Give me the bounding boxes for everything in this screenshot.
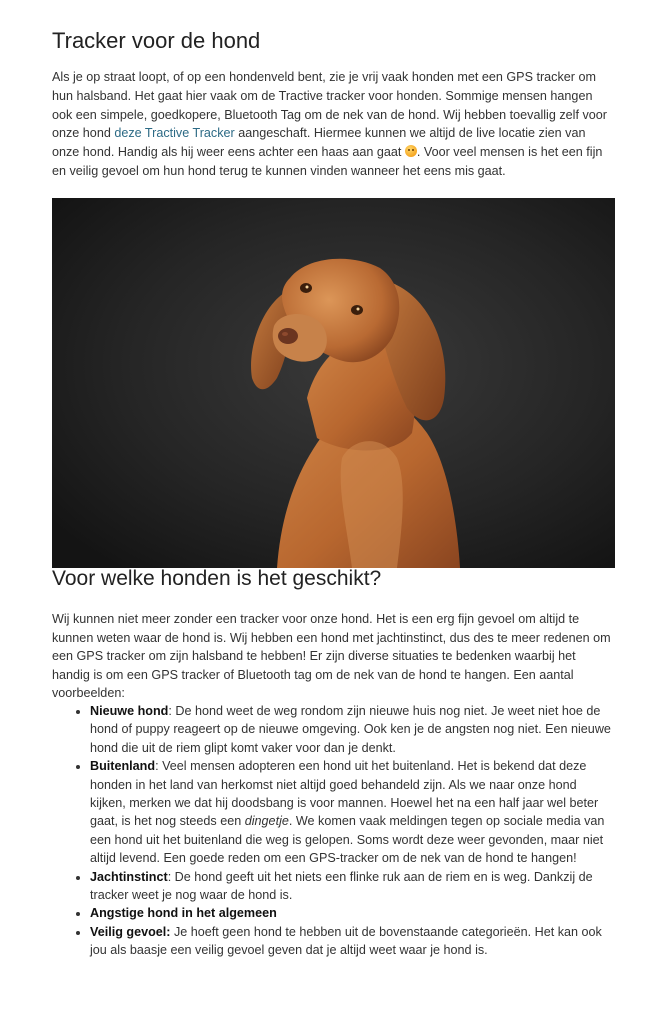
list-item xyxy=(90,757,615,867)
page-title: Tracker voor de hond xyxy=(52,28,261,53)
list-item-term: Veilig gevoel: xyxy=(90,924,171,939)
intro-text-1: Als je op straat loopt, of op een hondenveld bent, zie je vrij vaak honden met een GPS tracker om hun halsband. Het gaat hier vaak om de Tractive tracker voor honden. Sommige mensen hangen ook een simpele, goedkopere, Bluetooth Tag om de nek van de hond. Wij hebben toevallig zelf voor onze hond xyxy=(52,70,607,141)
tractive-tracker-link[interactable]: deze Tractive Tracker xyxy=(114,126,235,141)
list-item-text: : Veel mensen adopteren een hond uit het buitenland. Het is bekend dat deze honden in het land van herkomst niet altijd goed behandeld zijn. Als we naar onze hond kijken, merken we dat hij doodsbang is voor mannen. Hoewel het na een half jaar wel beter gaat, is het nog steeds een xyxy=(90,759,599,829)
section-paragraph: Wij kunnen niet meer zonder een tracker voor onze hond. Het is een erg fijn gevoel om altijd te kunnen weten waar de hond is. Wij hebben een hond met jachtinstinct, dus des te meer redenen om een GPS tracker om zijn halsband te hebben! Er zijn diverse situaties te bedenken waarbij het handig is om een GPS tracker of Bluetooth tag om de nek van de hond te hangen. Een aantal voorbeelden: xyxy=(52,612,611,701)
list-item-term: Jachtinstinct xyxy=(90,869,168,884)
list-item xyxy=(90,904,615,922)
list-item-emphasis: dingetje xyxy=(244,814,289,829)
list-item-text: Je hoeft geen hond te hebben uit de bovenstaande categorieën. Het kan ook jou als baasje een veilig gevoel geven dat je altijd weet waar je hond is. xyxy=(90,924,602,958)
section-heading: Voor welke honden is het geschikt? xyxy=(52,567,382,590)
dog-illustration xyxy=(52,198,615,568)
intro-text-2: aangeschaft. Hiermee kunnen we altijd de live locatie zien van onze hond. Handig als hij weer eens achter een haas aan gaat xyxy=(52,126,586,160)
dog-photo xyxy=(52,198,615,568)
list-item xyxy=(90,868,615,905)
intro-paragraph xyxy=(52,68,615,181)
examples-list xyxy=(52,702,615,960)
list-item-term: Nieuwe hond xyxy=(90,704,169,718)
list-item xyxy=(90,702,615,757)
list-item-text-2: . We komen vaak meldingen tegen op sociale media van een hond uit het buitenland die weg is gelopen. Soms wordt deze weer gevonden, maar niet altijd levend. Een goede reden om een GPS-tracker om de nek van de hond te hangen! xyxy=(90,814,605,866)
list-item-text: : De hond weet de weg rondom zijn nieuwe huis nog niet. Je weet niet hoe de hond of puppy reageert op de nieuwe omgeving. Ook ken je de angsten nog niet. Een nieuwe hond die uit de riem glipt komt vaker voor dan je denkt. xyxy=(90,704,611,755)
list-item xyxy=(90,923,615,960)
intro-text-3: . Voor veel mensen is het een fijn en veilig gevoel om hun hond terug te kunnen vinden wanneer het eens mis gaat. xyxy=(52,145,603,178)
smiling-face-icon xyxy=(405,145,417,157)
list-item-term: Angstige hond in het algemeen xyxy=(90,906,277,921)
list-item-term: Buitenland xyxy=(90,759,156,774)
list-item-text: : De hond geeft uit het niets een flinke ruk aan de riem en is weg. Dankzij de tracker weet je nog waar de hond is. xyxy=(90,869,593,903)
